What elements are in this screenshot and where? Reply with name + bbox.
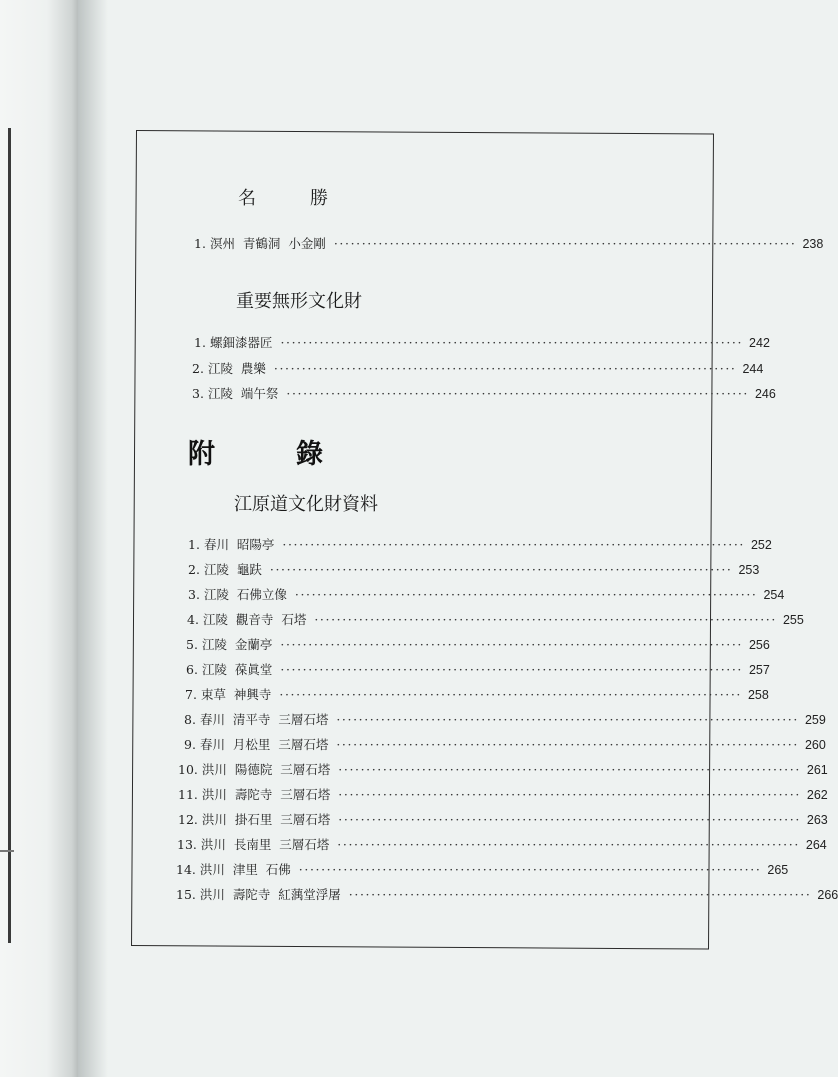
page-number: 261 (806, 763, 828, 777)
toc-entry-text: 洪川 津里 石佛 (199, 862, 291, 877)
toc-row (176, 860, 789, 878)
leader-dots: ··················································································· (280, 662, 743, 677)
toc-number: 6. (186, 662, 198, 677)
toc-entry-text: 江陵 觀音寺 石塔 (202, 612, 307, 627)
leader-dots: ··················································································· (269, 562, 733, 577)
toc-row (192, 384, 776, 402)
page-number: 263 (806, 813, 828, 827)
toc-row (178, 810, 828, 828)
toc-number: 1. (194, 236, 206, 251)
leader-dots: ··················································································· (333, 236, 797, 251)
page-number: 262 (806, 788, 828, 802)
toc-entry-text: 洪川 壽陀寺 紅蕅堂浮屠 (199, 887, 341, 902)
toc-number: 11. (178, 787, 198, 802)
toc-number: 1. (188, 537, 200, 552)
leader-dots: ··················································································· (286, 386, 749, 401)
toc-entry-text: 洪川 掛石里 三層石塔 (201, 812, 331, 827)
toc-row (186, 660, 770, 678)
toc-entry-text: 洪川 陽德院 三層石塔 (201, 762, 331, 777)
leader-dots: ··················································································· (336, 737, 799, 752)
toc-entry-text: 江陵 葆眞堂 (201, 662, 273, 677)
toc-entry-text: 洪川 壽陀寺 三層石塔 (201, 787, 331, 802)
toc-row (184, 710, 826, 728)
leader-dots: ··················································································· (337, 837, 800, 852)
page-number: 242 (749, 336, 770, 350)
leader-dots: ··················································································· (336, 712, 799, 727)
toc-row (194, 333, 770, 351)
scan-mark (0, 850, 14, 852)
toc-entry-text: 江陵 端午祭 (207, 386, 279, 401)
leader-dots: ··················································································· (348, 887, 812, 902)
toc-entry-text: 江陵 石佛立像 (203, 587, 287, 602)
leader-dots: ··················································································· (280, 637, 743, 652)
toc-row (186, 635, 770, 653)
toc-number: 12. (178, 812, 198, 827)
page-number: 258 (747, 688, 769, 702)
toc-row (178, 785, 828, 803)
page-number: 257 (748, 663, 770, 677)
toc-row (187, 610, 804, 628)
toc-row (188, 585, 785, 603)
page-number: 253 (738, 563, 760, 577)
page-number: 256 (748, 638, 770, 652)
toc-entry-text: 春川 清平寺 三層石塔 (199, 712, 329, 727)
toc-entry-text: 春川 月松里 三層石塔 (199, 737, 329, 752)
toc-number: 15. (176, 887, 196, 902)
toc-entry-text: 江陵 金蘭亭 (201, 637, 273, 652)
toc-entry-text: 江陵 農樂 (207, 361, 266, 376)
toc-entry-text: 束草 神興寺 (200, 687, 272, 702)
leader-dots: ··················································································· (338, 812, 801, 827)
toc-number: 2. (188, 562, 200, 577)
leader-dots: ··················································································· (338, 787, 801, 802)
toc-row (177, 835, 827, 853)
toc-number: 3. (188, 587, 200, 602)
toc-number: 3. (192, 386, 204, 401)
toc-entry-text: 春川 昭陽亭 (203, 537, 275, 552)
page-number: 254 (763, 588, 785, 602)
toc-number: 7. (185, 687, 197, 702)
toc-row (184, 735, 826, 753)
toc-entry-text: 螺鈿漆器匠 (209, 335, 273, 350)
leader-dots: ··················································································· (294, 587, 758, 602)
page-number: 244 (742, 362, 764, 376)
toc-number: 14. (176, 862, 196, 877)
toc-row (192, 359, 764, 377)
leader-dots: ··················································································· (279, 687, 742, 702)
page-number: 265 (767, 863, 789, 877)
toc-number: 5. (186, 637, 198, 652)
page-number: 246 (754, 387, 776, 401)
leader-dots: ··················································································· (338, 762, 801, 777)
toc-entry-text: 江陵 龜趺 (203, 562, 262, 577)
section-title-intangible-heritage: 重要無形文化財 (236, 291, 362, 312)
toc-row (188, 535, 772, 553)
leader-dots: ··················································································· (314, 612, 777, 627)
toc-number: 8. (184, 712, 196, 727)
toc-number: 2. (192, 361, 204, 376)
toc-entry-text: 溟州 青鶴洞 小金剛 (209, 236, 326, 251)
page-number: 252 (750, 538, 772, 552)
page-number: 255 (782, 613, 804, 627)
appendix-title: 附 錄 (188, 439, 323, 470)
toc-row (188, 560, 760, 578)
toc-row (176, 885, 838, 903)
toc-entry-text: 洪川 長南里 三層石塔 (200, 837, 330, 852)
leader-dots: ··················································································· (282, 537, 745, 552)
page-number: 264 (805, 838, 827, 852)
toc-row (178, 760, 828, 778)
toc-number: 1. (194, 335, 206, 350)
facing-page (0, 0, 78, 1077)
toc-row (185, 685, 769, 703)
page-number: 266 (817, 888, 838, 902)
page-number: 260 (804, 738, 826, 752)
toc-number: 9. (184, 737, 196, 752)
appendix-subtitle: 江原道文化財資料 (234, 494, 378, 515)
book-gutter (78, 0, 108, 1077)
toc-number: 4. (187, 612, 199, 627)
section-title-famous-sites: 名 勝 (238, 188, 328, 209)
leader-dots: ··················································································· (280, 335, 744, 350)
page-number: 259 (804, 713, 826, 727)
facing-page-frame-edge (8, 128, 11, 943)
leader-dots: ··················································································· (298, 862, 762, 877)
leader-dots: ··················································································· (273, 361, 737, 376)
page-number: 238 (802, 237, 824, 251)
toc-number: 10. (178, 762, 198, 777)
toc-number: 13. (177, 837, 197, 852)
toc-row (194, 234, 824, 252)
